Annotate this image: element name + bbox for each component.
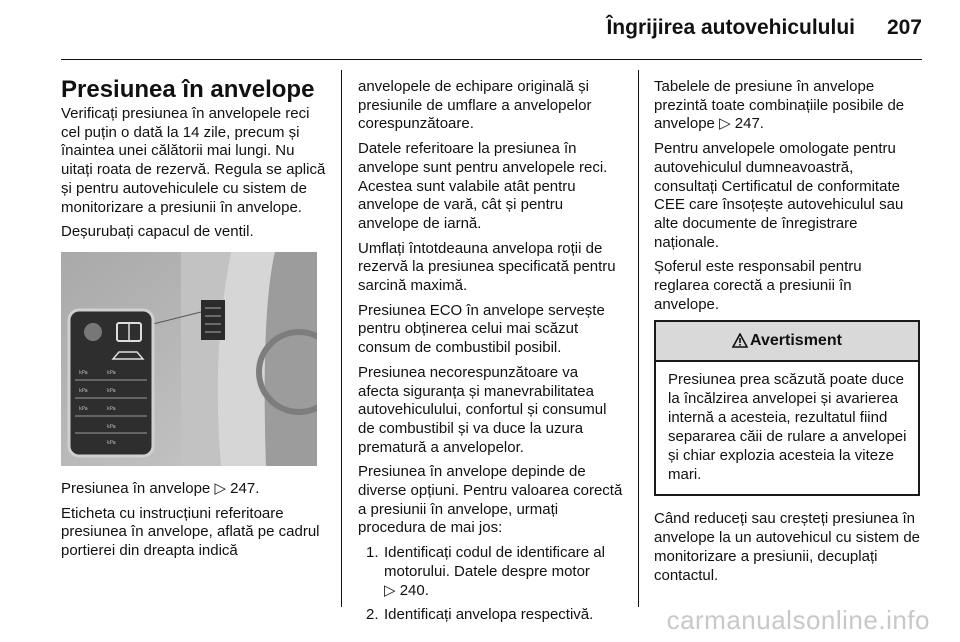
label-kpa-text: kPa xyxy=(79,405,88,412)
page-number: 207 xyxy=(886,16,922,39)
page-reference[interactable] xyxy=(384,582,429,599)
paragraph: Eticheta cu instrucțiuni referitoare presiunea în anvelope, aflată pe cadrul portierei din dreapta indică xyxy=(61,504,320,560)
paragraph: Presiunea în anvelope depinde de diverse opțiuni. Pentru valoarea corectă a presiunii în anvelope, urmați procedura de mai jos: xyxy=(358,463,623,537)
label-kpa-text: kPa xyxy=(107,423,116,430)
paragraph: Presiunea ECO în anvelope servește pentru obținerea celui mai scăzut consum de combustibil posibil. xyxy=(358,301,605,357)
warning-title: Avertisment xyxy=(750,332,842,350)
warning-triangle-icon xyxy=(732,333,748,348)
paragraph: Șoferul este responsabil pentru reglarea corectă a presiunii în anvelope. xyxy=(654,258,862,313)
paragraph: Pentru anvelopele omologate pentru autovehiculul dumneavoastră, consultați Certificatul de conformitate CEE care însoțește autovehiculul sau alte documente de înregistrare naționale. xyxy=(654,140,904,251)
label-kpa-text: kPa xyxy=(107,369,116,376)
paragraph: Verificați presiunea în anvelopele reci cel puțin o dată la 14 zile, precum și înaintea unei călătorii mai lungi. Nu uitați roata de rezervă. Regula se aplică și pentru autovehiculele cu sistem de monitorizare a presiunii în anvelope. xyxy=(61,105,326,216)
warning-header xyxy=(656,322,918,362)
reference-arrow-icon: ▷ xyxy=(214,479,226,497)
step-text: Identificați codul de identificare al motorului. Datele despre motor xyxy=(384,544,605,580)
figure-caption xyxy=(61,480,326,499)
column-middle xyxy=(358,78,623,631)
caption-text: Presiunea în anvelope xyxy=(61,479,211,497)
watermark: carmanualsonline.info xyxy=(666,605,930,635)
warning-box xyxy=(654,320,920,496)
step-number: 1. xyxy=(366,544,379,562)
reference-page: 240. xyxy=(399,581,429,599)
step-text: Identificați anvelopa respectivă. xyxy=(384,606,594,624)
paragraph: Presiunea necorespunzătoare va afecta siguranța și manevrabilitatea autovehiculului, confortul și consumul de combustibil și va duce la uzura prematură a anvelopelor. xyxy=(358,363,607,456)
column-left xyxy=(61,76,326,567)
paragraph: Deșurubați capacul de ventil. xyxy=(61,223,254,241)
reference-arrow-icon: ▷ xyxy=(384,581,396,599)
reference-page: 247. xyxy=(734,115,764,133)
procedure-steps xyxy=(358,544,623,625)
paragraph xyxy=(654,78,920,134)
header-title: Îngrijirea autovehiculului xyxy=(606,16,855,39)
paragraph: Datele referitoare la presiunea în anvelope sunt pentru anvelopele reci. Acestea sunt valabile atât pentru anvelope de vară, cât și pentru anvelope de iarnă. xyxy=(358,140,608,232)
paragraph: Umflați întotdeauna anvelopa roții de rezervă la presiunea specificată pentru sarcină maximă. xyxy=(358,239,616,295)
column-right xyxy=(654,78,920,591)
page-reference[interactable] xyxy=(214,480,259,497)
column-divider xyxy=(638,70,639,607)
label-kpa-text: kPa xyxy=(107,405,116,412)
label-kpa-text: kPa xyxy=(79,369,88,376)
warning-text: Presiunea prea scăzută poate duce la încălzirea anvelopei și avarierea internă a acesteia, rezultatul fiind separarea căii de rulare a anvelopei și chiar explozia acesteia la viteze mari. xyxy=(668,371,907,484)
list-item xyxy=(358,606,623,625)
label-kpa-text: kPa xyxy=(107,387,116,394)
header-rule xyxy=(61,59,922,60)
page-reference[interactable] xyxy=(719,115,764,132)
paragraph: anvelopele de echipare originală și presiunile de umflare a anvelopelor corespunzătoare. xyxy=(358,78,592,133)
label-kpa-text: kPa xyxy=(107,439,116,446)
reference-page: 247. xyxy=(230,479,260,497)
list-item xyxy=(358,544,623,600)
column-divider xyxy=(341,70,342,607)
paragraph: Când reduceți sau creșteți presiunea în anvelope la un autovehicul cu sistem de monitorizare a presiunii, decuplați contactul. xyxy=(654,510,921,584)
section-title: Presiunea în anvelope xyxy=(61,76,315,103)
door-frame-illustration xyxy=(61,252,317,466)
paragraph-text: Tabelele de presiune în anvelope prezintă toate combinațiile posibile de anvelope xyxy=(654,78,905,133)
label-kpa-text: kPa xyxy=(79,387,88,394)
tire-pressure-label-figure xyxy=(61,252,317,466)
step-number: 2. xyxy=(366,606,379,624)
tire-label-sticker xyxy=(201,300,225,340)
page-header xyxy=(0,0,960,56)
reference-arrow-icon: ▷ xyxy=(719,115,731,133)
